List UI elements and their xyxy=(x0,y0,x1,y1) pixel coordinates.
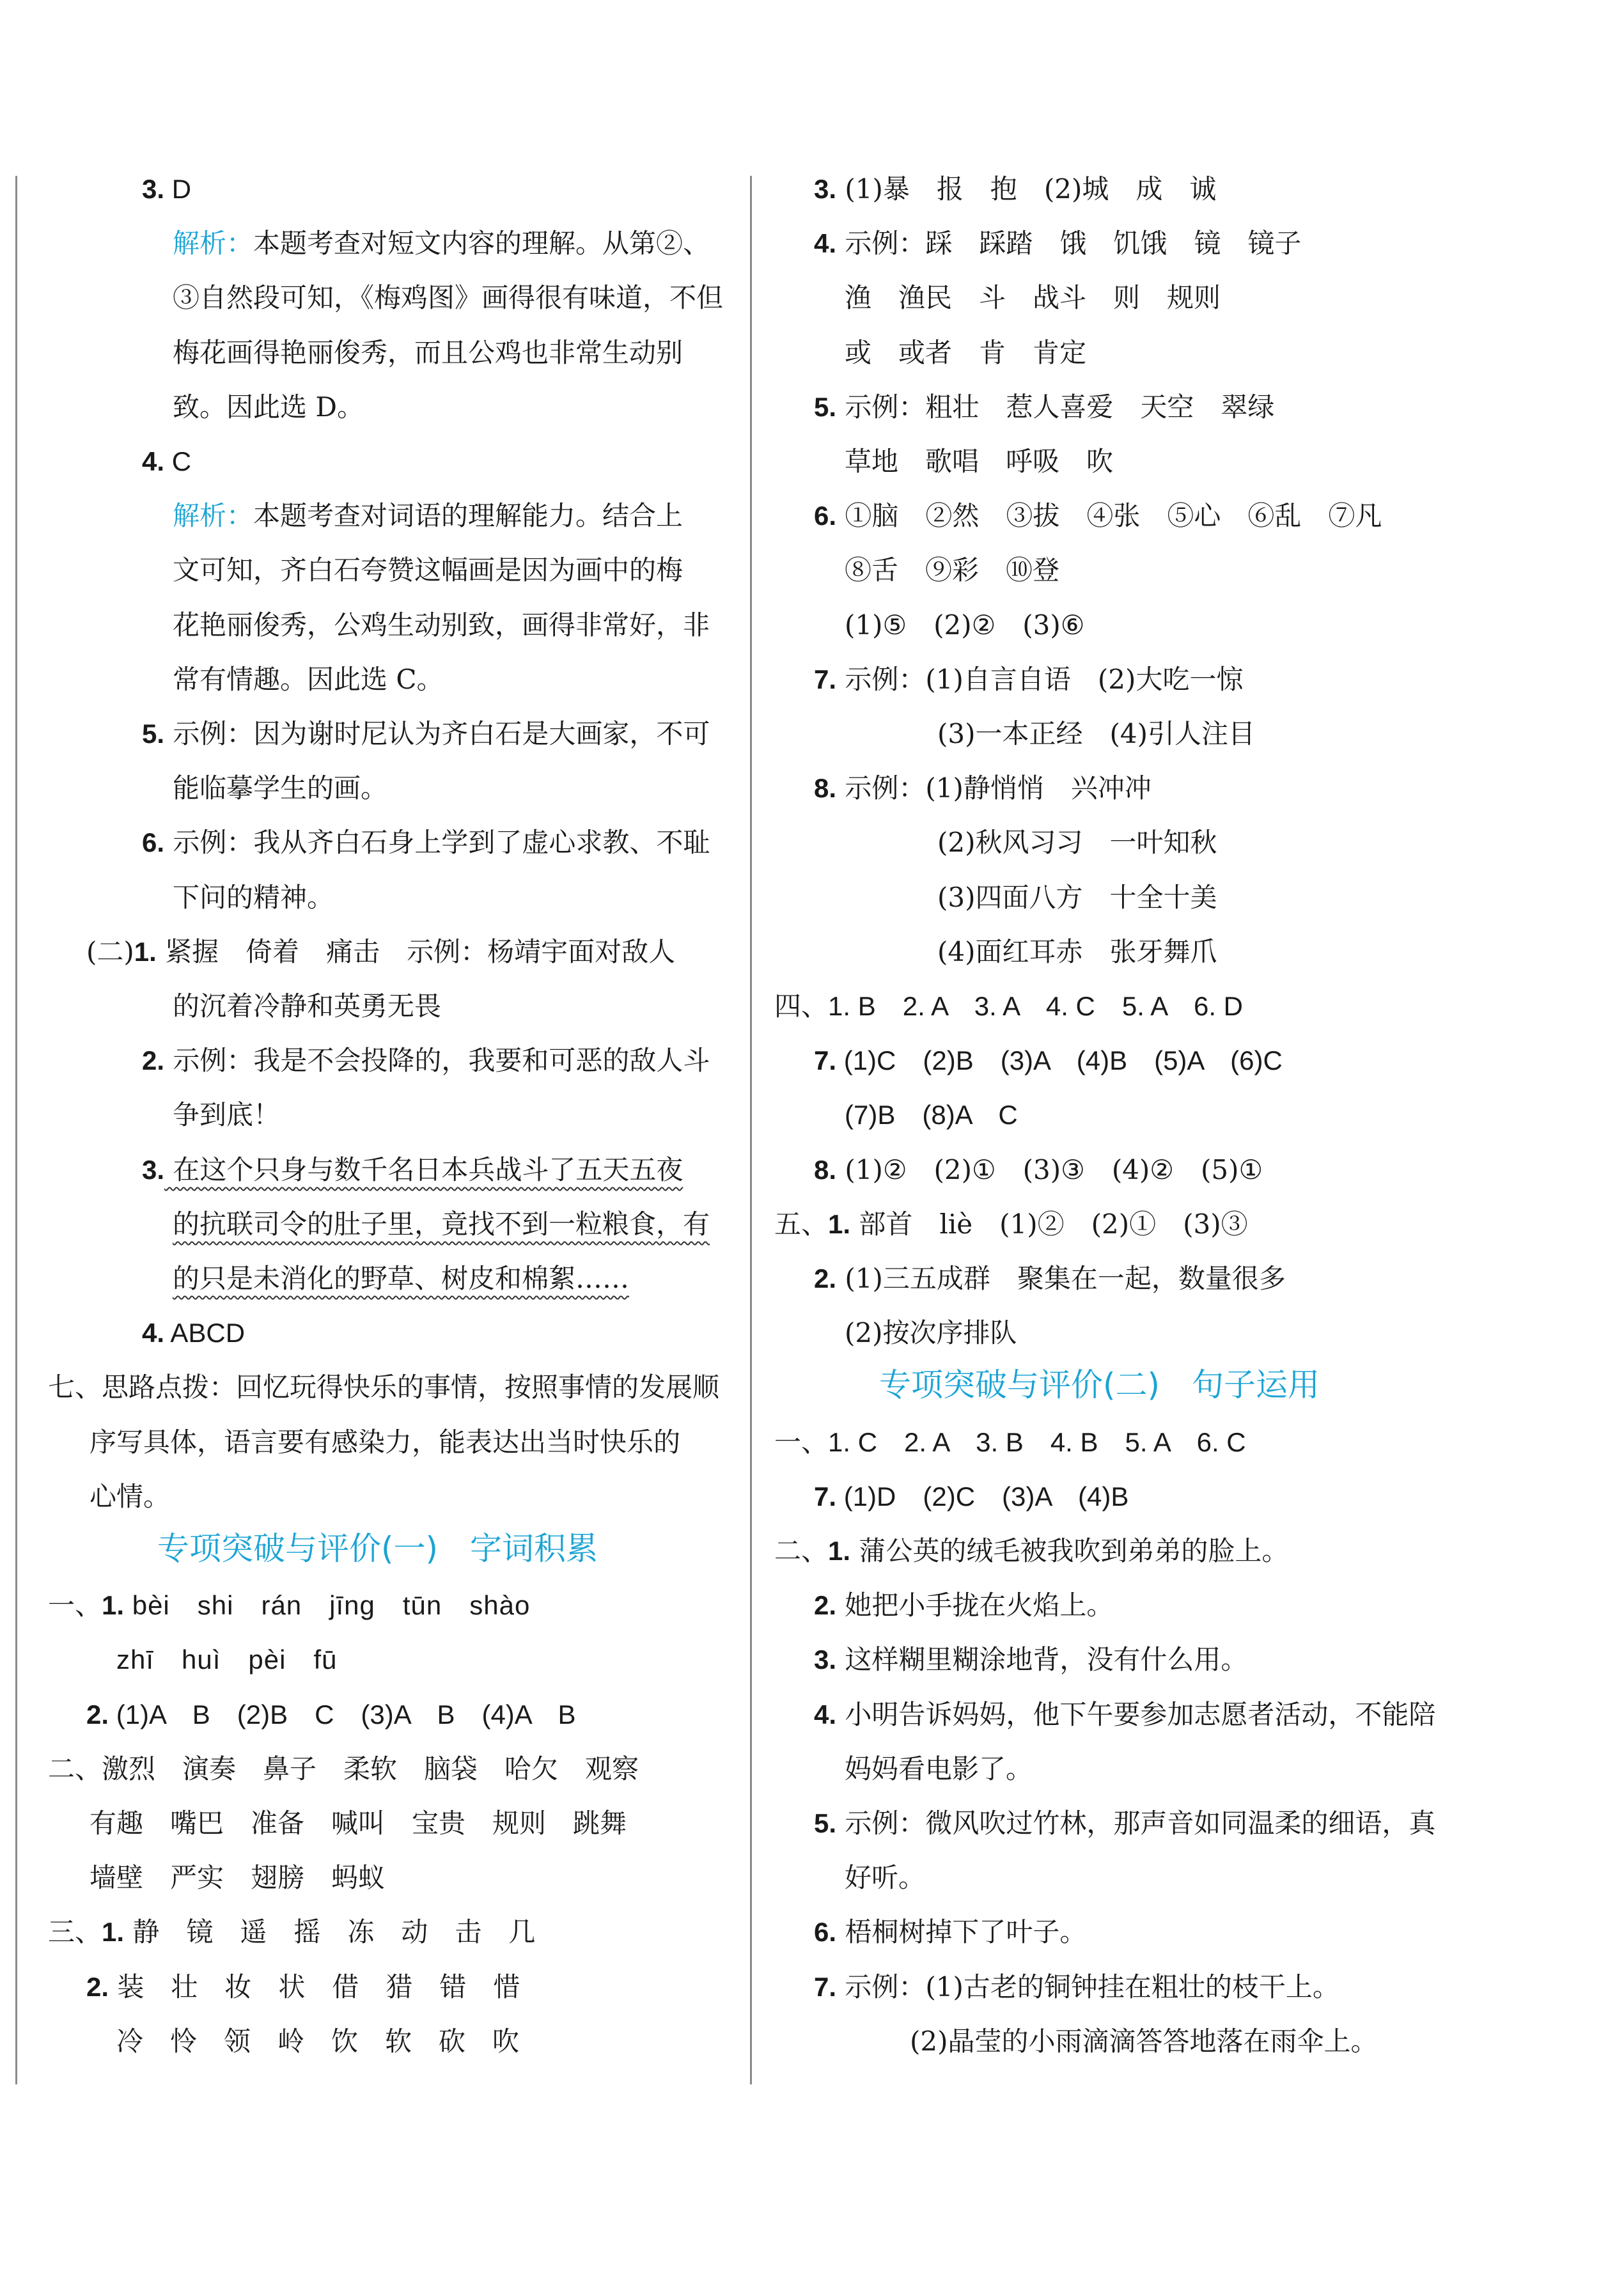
part-2-words: 二、激烈 演奏 鼻子 柔软 脑袋 哈欠 观察 xyxy=(48,1753,639,1785)
words-line: (2)秋风习习 一叶知秋 xyxy=(937,827,1217,858)
answer-6: 6. 示例：我从齐白石身上学到了虚心求教、不耻 xyxy=(142,827,710,858)
right-column xyxy=(751,0,1624,2273)
text-line: 花艳丽俊秀，公鸡生动别致，画得非常好，非 xyxy=(173,609,710,641)
pinyin-line: zhī huì pèi fū xyxy=(116,1644,338,1675)
answer-4: 4. 小明告诉妈妈，他下午要参加志愿者活动，不能陪 xyxy=(814,1699,1436,1730)
answer-4: 4. ABCD xyxy=(142,1318,246,1348)
answer-8: 8. 示例：(1)静悄悄 兴冲冲 xyxy=(814,772,1152,804)
part-1-answers: 一、1. C 2. A 3. B 4. B 5. A 6. C xyxy=(774,1427,1246,1457)
section-7-hint: 七、思路点拨：回忆玩得快乐的事情，按照事情的发展顺 xyxy=(48,1371,720,1403)
text-line: (2)按次序排队 xyxy=(845,1317,1017,1348)
text-line: ③自然段可知，《梅鸡图》画得很有味道，不但 xyxy=(173,282,724,313)
choices-line: (1)⑤ (2)② (3)⑥ xyxy=(845,609,1085,641)
part-2-answer-1: 二、1. 蒲公英的绒毛被我吹到弟弟的脸上。 xyxy=(774,1535,1289,1566)
answer-8: 8. (1)② (2)① (3)③ (4)② (5)① xyxy=(814,1154,1263,1185)
answer-6: 6. ①脑 ②然 ③拔 ④张 ⑤心 ⑥乱 ⑦凡 xyxy=(814,500,1382,531)
answer-7: 7. (1)D (2)C (3)A (4)B xyxy=(814,1481,1129,1511)
words-line: 草地 歌唱 呼吸 吹 xyxy=(845,446,1114,477)
words-line: 渔 渔民 斗 战斗 则 规则 xyxy=(845,282,1221,313)
words-line: 墙壁 严实 翅膀 蚂蚁 xyxy=(90,1862,386,1893)
answer-3-underlined: 3. 在这个只身与数千名日本兵战斗了五天五夜 xyxy=(142,1154,683,1185)
part-1-answer-1: 一、1. bèi shi rán jīng tūn shào xyxy=(48,1590,531,1621)
text-line: 致。因此选 D。 xyxy=(173,391,364,423)
answer-5: 5. 示例：微风吹过竹林，那声音如同温柔的细语，真 xyxy=(814,1808,1436,1839)
text-line: 常有情趣。因此选 C。 xyxy=(173,664,444,695)
text-line: 的沉着冷静和英勇无畏 xyxy=(173,990,442,1022)
analysis-line: 解析：本题考查对词语的理解能力。结合上 xyxy=(173,500,683,531)
part-5-answer-1: 五、1. 部首 liè (1)② (2)① (3)③ xyxy=(774,1208,1248,1240)
answer-2: 2. 示例：我是不会投降的，我要和可恶的敌人斗 xyxy=(142,1045,710,1076)
words-line: (4)面红耳赤 张牙舞爪 xyxy=(937,936,1217,967)
answer-7: 7. 示例：(1)古老的铜钟挂在粗壮的枝干上。 xyxy=(814,1971,1339,2003)
idioms-line: (3)一本正经 (4)引人注目 xyxy=(937,718,1255,749)
answer-5: 5. 示例：粗壮 惹人喜爱 天空 翠绿 xyxy=(814,391,1275,423)
text-line: 争到底！ xyxy=(173,1099,281,1130)
text-line: 心情。 xyxy=(90,1481,171,1512)
words-line: (3)四面八方 十全十美 xyxy=(937,882,1217,913)
text-line: 序写具体，语言要有感染力，能表达出当时快乐的 xyxy=(90,1426,681,1458)
section-2-answer-1: (二)1. 紧握 倚着 痛击 示例：杨靖宇面对敌人 xyxy=(86,936,676,967)
choices-line: (7)B (8)A C xyxy=(845,1100,1018,1130)
answer-3: 3. (1)暴 报 抱 (2)城 成 诚 xyxy=(814,173,1217,205)
answer-4: 4. C xyxy=(142,446,192,476)
text-line: 下问的精神。 xyxy=(173,882,334,913)
words-line: 有趣 嘴巴 准备 喊叫 宝贵 规则 跳舞 xyxy=(90,1808,627,1839)
text-line: 文可知，齐白石夸赞这幅画是因为画中的梅 xyxy=(173,554,683,586)
left-column xyxy=(0,0,751,2273)
underlined-line: 的只是未消化的野草、树皮和棉絮…… xyxy=(173,1263,630,1294)
text-line: (2)晶莹的小雨滴滴答答地落在雨伞上。 xyxy=(910,2026,1378,2057)
text-line: 能临摹学生的画。 xyxy=(173,772,388,804)
text-line: 好听。 xyxy=(845,1862,926,1893)
characters-line: ⑧舌 ⑨彩 ⑩登 xyxy=(845,554,1060,586)
answer-2: 2. (1)三五成群 聚集在一起，数量很多 xyxy=(814,1263,1286,1294)
characters-line: 冷 怜 领 岭 饮 软 砍 吹 xyxy=(116,2026,520,2057)
text-line: 妈妈看电影了。 xyxy=(845,1753,1033,1785)
section-heading-1: 专项突破与评价(一) 字词积累 xyxy=(157,1530,598,1567)
answer-7: 7. (1)C (2)B (3)A (4)B (5)A (6)C xyxy=(814,1045,1283,1075)
answer-5: 5. 示例：因为谢时尼认为齐白石是大画家，不可 xyxy=(142,718,710,749)
answer-3: 3. D xyxy=(142,174,192,204)
underlined-line: 的抗联司令的肚子里，竟找不到一粒粮食，有 xyxy=(173,1208,710,1240)
part-3-answer-1: 三、1. 静 镜 遥 摇 冻 动 击 几 xyxy=(48,1916,536,1948)
answer-6: 6. 梧桐树掉下了叶子。 xyxy=(814,1916,1087,1948)
analysis-line: 解析：本题考查对短文内容的理解。从第②、 xyxy=(173,228,710,259)
answer-4: 4. 示例：踩 踩踏 饿 饥饿 镜 镜子 xyxy=(814,228,1302,259)
answer-7: 7. 示例：(1)自言自语 (2)大吃一惊 xyxy=(814,664,1244,695)
part-1-answer-2: 2. (1)A B (2)B C (3)A B (4)A B xyxy=(86,1699,576,1730)
section-heading-2: 专项突破与评价(二) 句子运用 xyxy=(879,1366,1320,1403)
answer-2: 2. 她把小手拢在火焰上。 xyxy=(814,1590,1114,1621)
part-3-answer-2: 2. 装 壮 妆 状 借 猎 错 惜 xyxy=(86,1971,520,2003)
text-line: 梅花画得艳丽俊秀，而且公鸡也非常生动别 xyxy=(173,337,683,368)
words-line: 或 或者 肯 肯定 xyxy=(845,337,1087,368)
part-4-answers: 四、1. B 2. A 3. A 4. C 5. A 6. D xyxy=(774,991,1243,1021)
answer-3: 3. 这样糊里糊涂地背，没有什么用。 xyxy=(814,1644,1248,1675)
